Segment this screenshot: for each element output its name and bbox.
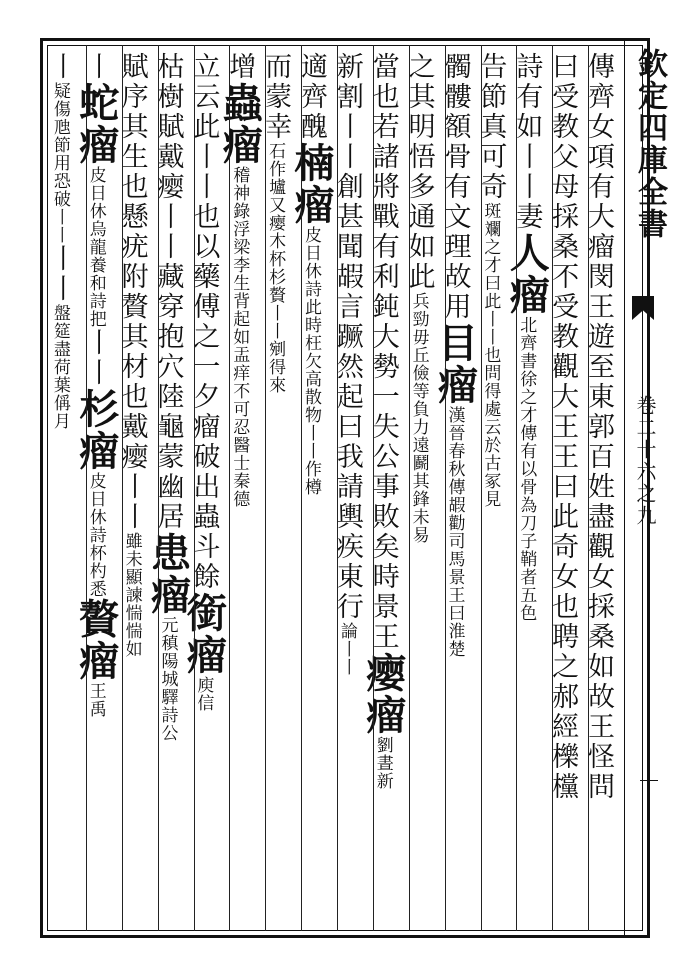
column-text: 當也若諸將戰有利鈍大勢一失公事敗矣時景王	[367, 52, 399, 652]
annotation-text: 石作壚又瘿木杯杉贅丨丨剜得來	[265, 142, 286, 394]
text-column	[216, 52, 265, 922]
column-text: 曰受教父母採桑不受教觀大王王曰此奇女也聘之郝經櫟欓	[547, 52, 579, 802]
column-rule	[588, 45, 589, 931]
annotation-text: 兵勁毋丘儉等負力遠鬬其鋒未易	[408, 292, 429, 544]
text-column	[180, 52, 230, 922]
column-rule	[86, 45, 87, 931]
entry-heading: 蛇瘤	[72, 82, 120, 166]
column-text: 丨丨	[80, 328, 112, 388]
text-column	[331, 52, 373, 922]
text-column	[547, 52, 588, 922]
entry-heading: 目瘤	[431, 322, 479, 406]
column-text: 賦序其生也懸疣附贅其材也戴瘿丨丨	[116, 52, 148, 532]
text-column	[260, 52, 301, 922]
annotation-text: 斑斕之才曰此丨丨也問得處云於古冢見	[480, 202, 501, 508]
entry-heading: 人瘤	[503, 232, 551, 316]
text-column	[144, 52, 194, 922]
annotation-text: 北齊書徐之才傳有以骨為刀子鞘者五色	[516, 316, 537, 622]
column-rule	[409, 45, 410, 931]
entry-heading: 銜瘤	[180, 592, 228, 676]
annotation-text: 元稹陽城驛詩公	[157, 616, 178, 742]
text-column	[72, 52, 122, 922]
column-text: 丨丨	[44, 244, 76, 304]
annotation-text: 疑傷虺節用恐破丨丨	[49, 82, 70, 244]
annotation-text: 論丨丨	[336, 622, 357, 676]
column-text: 適齊醜	[296, 52, 327, 142]
annotation-text: 雖未顯諫惴惴如	[121, 532, 142, 658]
column-text: 增	[224, 52, 256, 82]
annotation-text: 皮日休詩此時枉欠高散物丨丨作樽	[301, 226, 321, 496]
column-rule	[516, 45, 517, 931]
column-text: 告節真可奇	[475, 52, 507, 202]
entry-heading: 贅瘤	[72, 598, 120, 682]
annotation-text: 劉晝新	[372, 736, 393, 790]
text-column	[288, 52, 337, 922]
column-text: 新割丨丨創甚聞嘏言蹶然起曰我請輿疾東行	[331, 52, 363, 622]
annotation-text: 皮日休烏龍養和詩把	[85, 166, 106, 328]
column-text: 枯樹賦戴瘿丨丨藏穿抱穴陸龜蒙幽居	[152, 52, 184, 532]
annotation-text: 偁月	[49, 394, 70, 430]
book-title: 欽定四庫全書	[632, 48, 667, 240]
text-column	[583, 52, 624, 922]
column-text: 髑髏額骨有文理故用	[439, 52, 471, 322]
column-text: 之其明悟多通如此	[403, 52, 435, 292]
column-rule	[229, 45, 230, 931]
entry-heading: 楠瘤	[288, 142, 335, 226]
column-text: 丨	[44, 52, 76, 82]
entry-heading: 瘿瘤	[359, 652, 407, 736]
column-text: 立云此丨丨也以藥傅之一夕瘤破出蟲斗餘	[188, 52, 220, 592]
entry-heading: 蟲瘤	[216, 82, 264, 166]
text-column	[503, 52, 552, 922]
column-text: 詩有如丨丨妻	[511, 52, 543, 232]
column-rule	[481, 45, 482, 931]
annotation-text: 盤筵盡荷葉	[49, 304, 70, 394]
column-rule	[337, 45, 338, 931]
annotation-text: 庾信	[193, 676, 214, 712]
column-text: 丨	[80, 52, 112, 82]
text-column	[116, 52, 158, 922]
annotation-text: 皮日休詩杯杓悉	[85, 472, 106, 598]
text-column	[431, 52, 481, 922]
column-text: 而蒙幸	[260, 52, 292, 142]
column-rule	[265, 45, 266, 931]
text-column	[403, 52, 445, 922]
chapter-label: 卷二十六之九	[633, 395, 657, 527]
annotation-text: 漢晉春秋傳嘏勸司馬景王曰淮楚	[444, 406, 465, 658]
entry-heading: 患瘤	[144, 532, 192, 616]
text-column	[359, 52, 409, 922]
text-column	[475, 52, 517, 922]
column-rule	[194, 45, 195, 931]
column-rule	[552, 45, 553, 931]
margin-divider	[640, 780, 658, 781]
column-text: 傳齊女項有大瘤閔王遊至東郭百姓盡觀女採桑如故王怪問	[583, 52, 614, 802]
column-rule	[373, 45, 374, 931]
column-rule	[158, 45, 159, 931]
column-rule	[122, 45, 123, 931]
annotation-text: 王禹	[85, 682, 106, 718]
column-rule	[445, 45, 446, 931]
column-rule	[301, 45, 302, 931]
text-column	[44, 52, 86, 922]
entry-heading: 杉瘤	[72, 388, 120, 472]
annotation-text: 稽神錄浮梁李生背起如盂痒不可忍醫士秦德	[229, 166, 250, 508]
